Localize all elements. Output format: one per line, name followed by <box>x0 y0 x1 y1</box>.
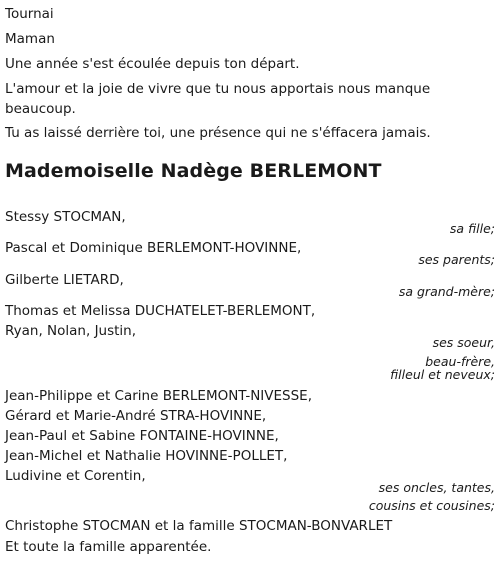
uncle-line-2: Gérard et Marie-André STRA-HOVINNE, <box>5 408 267 424</box>
nephews-name: Ryan, Nolan, Justin, <box>5 323 137 339</box>
uncle-line-5: Ludivine et Corentin, <box>5 468 146 484</box>
grandmother-name: Gilberte LIETARD, <box>5 272 124 288</box>
uncle-line-1: Jean-Philippe et Carine BERLEMONT-NIVESSE, <box>5 388 312 404</box>
uncle-line-3: Jean-Paul et Sabine FONTAINE-HOVINNE, <box>5 428 279 444</box>
uncle-line-4: Jean-Michel et Nathalie HOVINNE-POLLET, <box>5 448 288 464</box>
uncles-role-2: cousins et cousines; <box>368 498 495 513</box>
stocman-family-line: Christophe STOCMAN et la famille STOCMAN-BONVARLET <box>5 518 393 534</box>
daughter-role: sa fille; <box>449 221 495 236</box>
intro-line-1: Une année s'est écoulée depuis ton départ. <box>5 56 300 72</box>
place-text: Tournai <box>5 6 54 22</box>
godson-role: filleul et neveux; <box>390 367 495 382</box>
daughter-name: Stessy STOCMAN, <box>5 209 126 225</box>
parents-role: ses parents; <box>418 252 495 267</box>
sister-role: ses soeur, <box>432 335 495 350</box>
intro-line-3: Tu as laissé derrière toi, une présence qui ne s'éffacera jamais. <box>5 125 431 141</box>
brother-in-law-role: beau-frère, <box>425 354 495 369</box>
intro-line-2: L'amour et la joie de vivre que tu nous apportais nous manque beaucoup. <box>5 81 431 117</box>
uncles-role-1: ses oncles, tantes, <box>378 480 495 495</box>
all-family-line: Et toute la famille apparentée. <box>5 539 212 555</box>
sister-name: Thomas et Melissa DUCHATELET-BERLEMONT, <box>5 303 316 319</box>
grandmother-role: sa grand-mère; <box>398 284 495 299</box>
deceased-name-title: Mademoiselle Nadège BERLEMONT <box>5 160 382 182</box>
parents-name: Pascal et Dominique BERLEMONT-HOVINNE, <box>5 240 302 256</box>
addressee-text: Maman <box>5 31 55 47</box>
